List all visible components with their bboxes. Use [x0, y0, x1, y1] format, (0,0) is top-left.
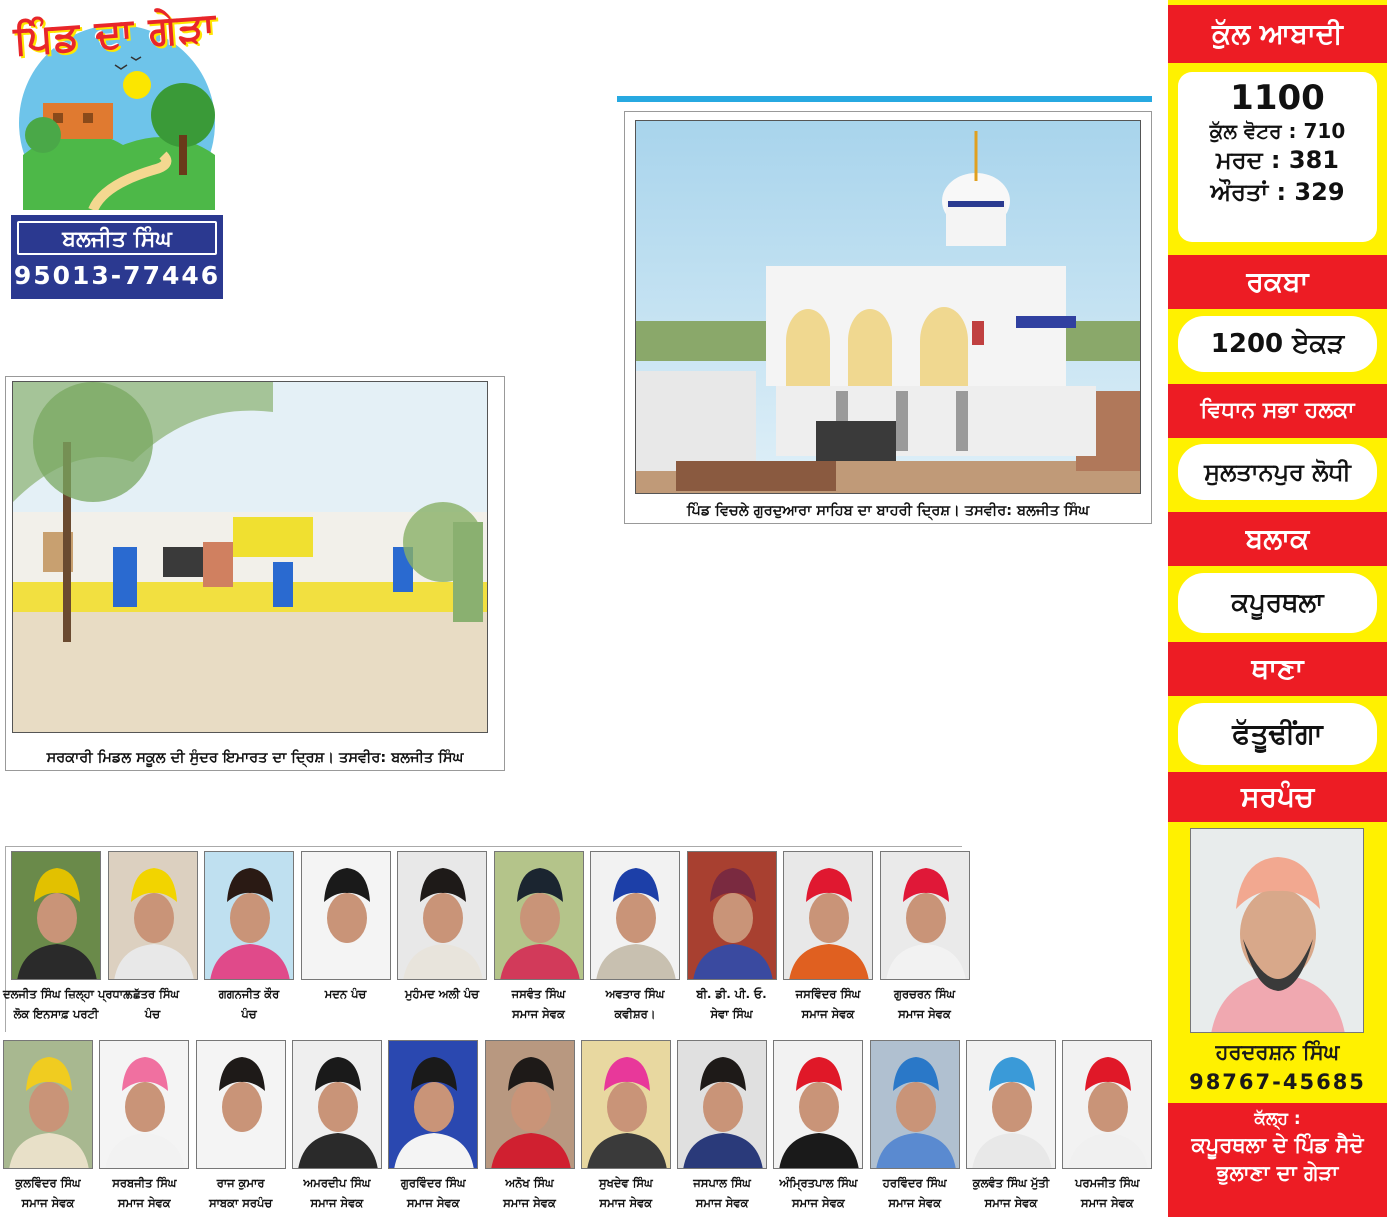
masthead-logo — [3, 5, 225, 297]
portrait-name: ਨਛੱਤਰ ਸਿੰਘ — [125, 987, 180, 1001]
portrait-name: ਸਰਬਜੀਤ ਸਿੰਘ — [112, 1176, 177, 1190]
portrait-role: ਪੰਚ — [241, 1007, 257, 1021]
portrait-name: ਜਸਪਾਲ ਸਿੰਘ — [693, 1176, 751, 1190]
village-info-sidebar — [1168, 0, 1387, 1217]
police-station-label — [1168, 642, 1387, 696]
area-value — [1178, 316, 1377, 372]
block-label — [1168, 512, 1387, 566]
portrait-name: ਬੀ. ਡੀ. ਪੀ. ਓ. — [696, 987, 767, 1001]
portrait-photo — [388, 1040, 478, 1169]
portrait-role: ਸਮਾਜ ਸੇਵਕ — [898, 1007, 951, 1021]
portrait-photo — [590, 851, 680, 980]
portrait-name: ਗੁਰਵਿੰਦਰ ਸਿੰਘ — [400, 1176, 466, 1190]
tomorrow-label: ਕੱਲ੍ਹ : — [1254, 1109, 1301, 1129]
portrait-role: ਲੋਕ ਇਨਸਾਫ਼ ਪਰਟੀ — [13, 1007, 99, 1021]
population-label — [1168, 5, 1387, 63]
population-total: 1100 — [1230, 78, 1325, 118]
constituency-label — [1168, 384, 1387, 438]
portrait-name: ਗੁਰਚਰਨ ਸਿੰਘ — [893, 987, 956, 1001]
portrait-name: ਦਲਜੀਤ ਸਿੰਘ ਜ਼ਿਲ੍ਹਾ ਪ੍ਰਧਾਨ — [3, 987, 131, 1001]
school-caption: ਸਰਕਾਰੀ ਮਿਡਲ ਸਕੂਲ ਦੀ ਸੁੰਦਰ ਇਮਾਰਤ ਦਾ ਦ੍ਰਿਸ਼। ਤਸਵੀਰ: ਬਲਜੀਤ ਸਿੰਘ — [46, 750, 464, 766]
portrait-photo — [880, 851, 970, 980]
portrait-photo — [773, 1040, 863, 1169]
portrait-photo — [581, 1040, 671, 1169]
portrait-photo — [494, 851, 584, 980]
portrait-row-1 — [5, 846, 962, 1032]
school-image — [12, 381, 488, 733]
gurdwara-photo — [624, 111, 1152, 524]
portrait-photo — [204, 851, 294, 980]
constituency-value — [1178, 444, 1377, 500]
portrait-role: ਸਮਾਜ ਸੇਵਕ — [599, 1196, 653, 1210]
portrait-role: ਸਮਾਜ ਸੇਵਕ — [512, 1007, 565, 1021]
portrait-name: ਅੰਮ੍ਰਿਤਪਾਲ ਸਿੰਘ — [779, 1176, 858, 1190]
portrait-photo — [870, 1040, 960, 1169]
portrait-photo — [99, 1040, 189, 1169]
block-value — [1178, 573, 1377, 633]
population-box — [1178, 72, 1377, 242]
reporter-name: ਬਲਜੀਤ ਸਿੰਘ — [17, 221, 217, 255]
portrait-photo — [485, 1040, 575, 1169]
portrait-role: ਸਮਾਜ ਸੇਵਕ — [984, 1196, 1038, 1210]
portrait-photo — [677, 1040, 767, 1169]
portrait-photo — [196, 1040, 286, 1169]
tomorrow-text: ਕਪੂਰਥਲਾ ਦੇ ਪਿੰਡ ਸੈਦੋ ਭੁਲਾਣਾ ਦਾ ਗੇੜਾ — [1191, 1133, 1364, 1185]
police-station-label-text: ਥਾਣਾ — [1251, 652, 1304, 685]
reporter-box — [11, 215, 223, 299]
portrait-name: ਗਗਨਜੀਤ ਕੌਰ — [218, 987, 280, 1001]
portrait-role: ਸਮਾਜ ਸੇਵਕ — [503, 1196, 556, 1210]
portrait-role: ਕਵੀਸ਼ਰ। — [614, 1007, 656, 1021]
constituency-value-text: ਸੁਲਤਾਨਪੁਰ ਲੋਧੀ — [1204, 458, 1351, 486]
portrait-name: ਕੁਲਵਿੰਦਰ ਸਿੰਘ — [15, 1176, 81, 1190]
portrait-photo — [292, 1040, 382, 1169]
block-value-text: ਕਪੂਰਥਲਾ — [1231, 588, 1324, 618]
school-photo — [5, 376, 505, 771]
police-station-value — [1178, 703, 1377, 765]
portrait-role: ਸਮਾਜ ਸੇਵਕ — [792, 1196, 845, 1210]
portrait-role: ਪੰਚ — [144, 1007, 161, 1021]
portrait-name: ਸੁਖਦੇਵ ਸਿੰਘ — [598, 1176, 653, 1190]
portrait-role: ਸਮਾਜ ਸੇਵਕ — [801, 1007, 855, 1021]
section-divider — [617, 96, 1152, 102]
portrait-name: ਜਸਵਿੰਦਰ ਸਿੰਘ — [795, 987, 861, 1001]
reporter-phone: 95013-77446 — [13, 261, 221, 290]
sarpanch-label — [1168, 772, 1387, 822]
portrait-name: ਅਮਰਦੀਪ ਸਿੰਘ — [303, 1176, 371, 1190]
men-count: ਮਰਦ : 381 — [1216, 146, 1339, 174]
portrait-name: ਜਸਵੰਤ ਸਿੰਘ — [511, 987, 566, 1001]
portrait-role: ਸਮਾਜ ਸੇਵਕ — [888, 1196, 942, 1210]
area-label — [1168, 255, 1387, 309]
masthead-title: ਪਿੰਡ ਦਾ ਗੇੜਾ — [12, 3, 218, 65]
portrait-row-2 — [0, 1036, 1160, 1217]
gurdwara-image — [635, 120, 1141, 494]
portrait-role: ਸਮਾਜ ਸੇਵਕ — [1080, 1196, 1134, 1210]
sarpanch-name: ਹਰਦਰਸ਼ਨ ਸਿੰਘ — [1215, 1040, 1340, 1064]
portrait-role: ਸਮਾਜ ਸੇਵਕ — [117, 1196, 171, 1210]
sarpanch-phone: 98767-45685 — [1189, 1070, 1366, 1094]
portrait-photo — [3, 1040, 93, 1169]
constituency-label-text: ਵਿਧਾਨ ਸਭਾ ਹਲਕਾ — [1200, 398, 1355, 423]
portrait-photo — [783, 851, 873, 980]
sarpanch-label-text: ਸਰਪੰਚ — [1241, 780, 1314, 813]
portrait-role: ਸਮਾਜ ਸੇਵਕ — [695, 1196, 749, 1210]
portrait-photo — [108, 851, 198, 980]
portrait-role: ਸੇਵਾ ਸਿੰਘ — [710, 1007, 753, 1021]
portrait-name: ਅਵਤਾਰ ਸਿੰਘ — [605, 987, 665, 1001]
portrait-role: ਸਮਾਜ ਸੇਵਕ — [21, 1196, 75, 1210]
portrait-role: ਸਮਾਜ ਸੇਵਕ — [406, 1196, 460, 1210]
area-value-text: 1200 ਏਕੜ — [1210, 329, 1345, 359]
police-station-value-text: ਫੱਤੂਢੀਂਗਾ — [1232, 717, 1323, 750]
portrait-name: ਰਾਜ ਕੁਮਾਰ — [216, 1176, 265, 1190]
portrait-photo — [11, 851, 101, 980]
area-label-text: ਰਕਬਾ — [1246, 265, 1309, 298]
block-label-text: ਬਲਾਕ — [1245, 522, 1310, 555]
portrait-photo — [687, 851, 777, 980]
portrait-role: ਸਾਬਕਾ ਸਰਪੰਚ — [208, 1196, 273, 1210]
gurdwara-caption: ਪਿੰਡ ਵਿਚਲੇ ਗੁਰਦੁਆਰਾ ਸਾਹਿਬ ਦਾ ਬਾਹਰੀ ਦ੍ਰਿਸ਼। ਤਸਵੀਰ: ਬਲਜੀਤ ਸਿੰਘ — [686, 503, 1090, 519]
tomorrow-box — [1168, 1103, 1387, 1217]
portrait-name: ਅਨੋਖ ਸਿੰਘ — [505, 1176, 554, 1190]
portrait-name: ਪਰਮਜੀਤ ਸਿੰਘ — [1075, 1176, 1140, 1190]
portrait-role: ਸਮਾਜ ਸੇਵਕ — [310, 1196, 364, 1210]
portrait-name: ਮਦਨ ਪੰਚ — [324, 987, 367, 1001]
portrait-photo — [1062, 1040, 1152, 1169]
voters-count: ਕੁੱਲ ਵੋਟਰ : 710 — [1209, 119, 1346, 143]
portrait-name: ਮੁਹੰਮਦ ਅਲੀ ਪੰਚ — [404, 987, 480, 1001]
portrait-name: ਹਰਵਿੰਦਰ ਸਿੰਘ — [882, 1176, 947, 1190]
portrait-photo — [966, 1040, 1056, 1169]
portrait-photo — [301, 851, 391, 980]
population-label-text: ਕੁੱਲ ਆਬਾਦੀ — [1212, 17, 1343, 50]
sarpanch-portrait — [1190, 828, 1364, 1033]
portrait-photo — [397, 851, 487, 980]
portrait-name: ਕੁਲਵੰਤ ਸਿੰਘ ਮੁੱਤੀ — [972, 1176, 1050, 1190]
women-count: ਔਰਤਾਂ : 329 — [1210, 178, 1345, 206]
